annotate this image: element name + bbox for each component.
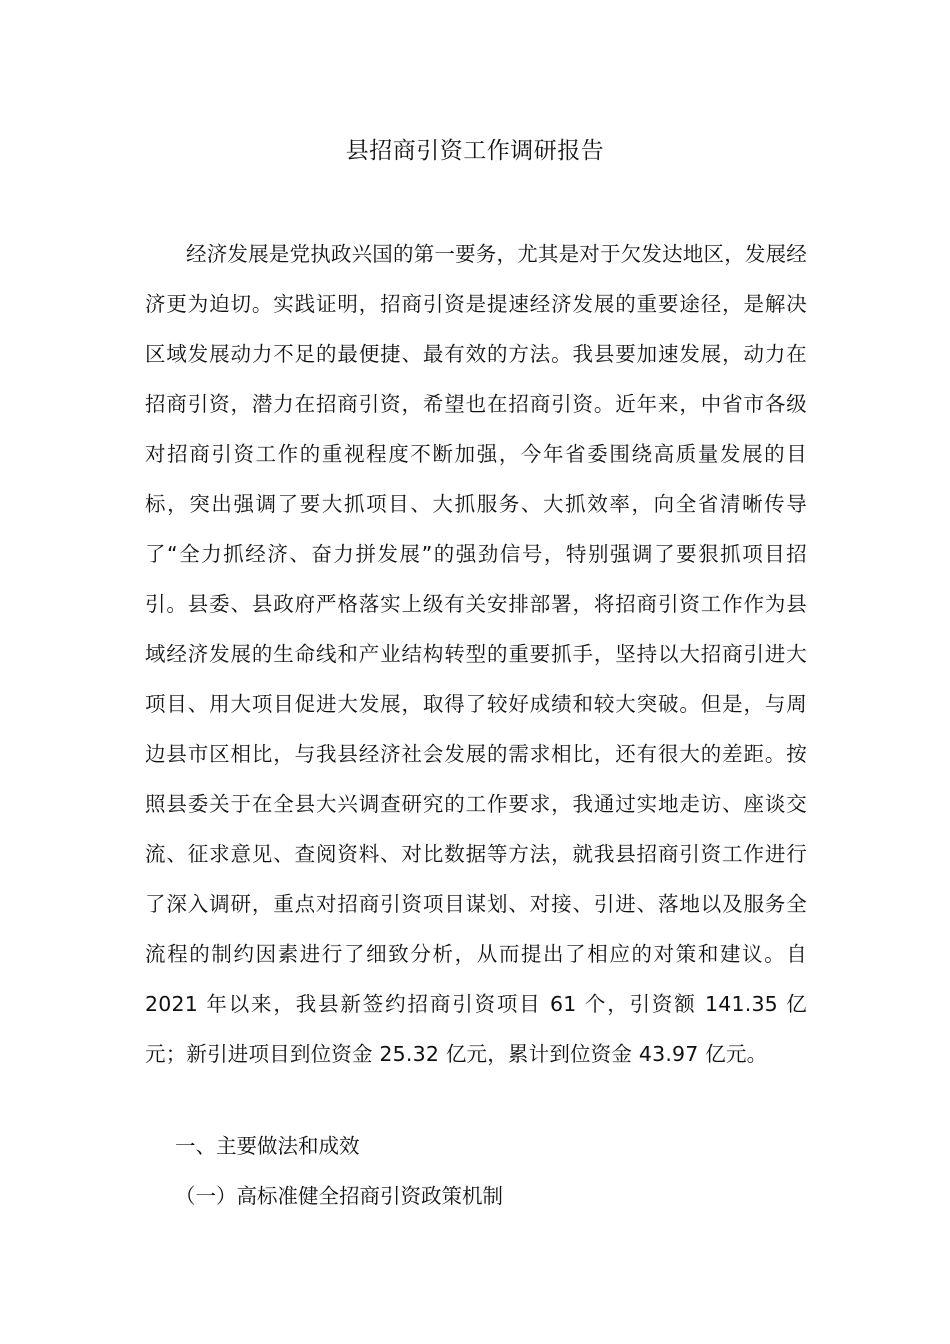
document-title: 县招商引资工作调研报告 xyxy=(345,138,605,164)
section-heading: 一、主要做法和成效 xyxy=(175,1134,360,1158)
subsection-heading: （一）高标准健全招商引资政策机制 xyxy=(175,1184,503,1208)
body-paragraph: 经济发展是党执政兴国的第一要务，尤其是对于欠发达地区，发展经济更为迫切。实践证明，招商引资是提速经济发展的重要途径，是解决区域发展动力不足的最便捷、最有效的方法。我县要加速发展，动力在招商引资，潜力在招商引资，希望也在招商引资。近年来，中省市各级对招商引资工作的重视程度不断加强，今年省委围绕高质量发展的目标，突出强调了要大抓项目、大抓服务、大抓效率，向全省清晰传导了“全力抓经济、奋力拼发展”的强劲信号，特别强调了要狠抓项目招引。县委、县政府严格落实上级有关安排部署，将招商引资工作作为县域经济发展的生命线和产业结构转型的重要抓手，坚持以大招商引进大项目、用大项目促进大发展，取得了较好成绩和较大突破。但是，与周边县市区相比，与我县经济社会发展的需求相比，还有很大的差距。按照县委关于在全县大兴调查研究的工作要求，我通过实地走访、座谈交流、征求意见、查阅资料、对比数据等方法，就我县招商引资工作进行了深入调研，重点对招商引资项目谋划、对接、引进、落地以及服务全流程的制约因素进行了细致分析，从而提出了相应的对策和建议。自 2021 年以来，我县新签约招商引资项目 61 个，引资额 141.35 亿元；新引进项目到位资金 25.32 亿元，累计到位资金 43.97 亿元。 xyxy=(145,242,807,1066)
